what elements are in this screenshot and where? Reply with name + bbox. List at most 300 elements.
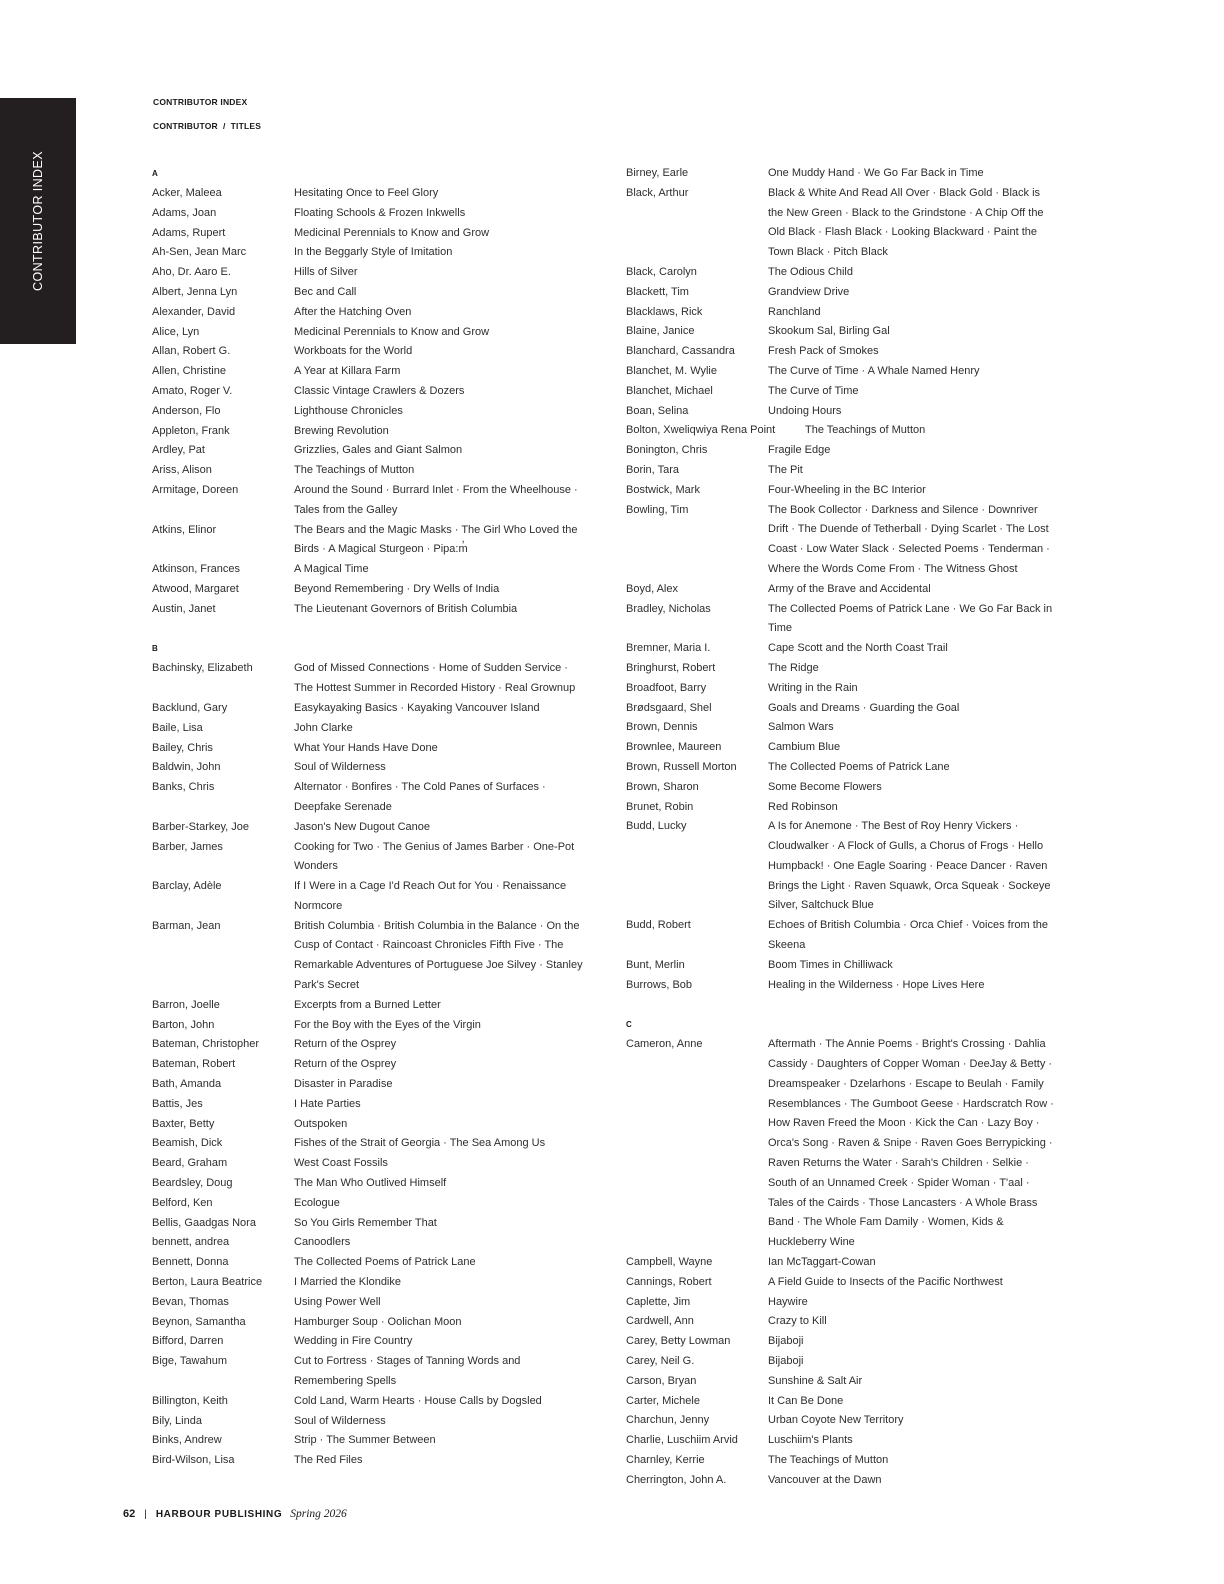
contributor-titles: Goals and Dreams · Guarding the Goal (768, 701, 960, 714)
contributor-entry (626, 164, 1066, 184)
contributor-titles: Using Power Well (294, 1295, 381, 1308)
contributor-name: Bolton, Xweliqwiya Rena Point (626, 424, 776, 437)
contributor-entry (626, 956, 1066, 976)
index-subtitle: CONTRIBUTOR / TITLES (153, 121, 262, 131)
contributor-entry (152, 699, 592, 719)
contributor-name: Brownlee, Maureen (626, 741, 722, 754)
contributor-name: Blaine, Janice (626, 325, 695, 338)
contributor-entry (152, 1055, 592, 1075)
contributor-entry (152, 303, 592, 323)
contributor-titles: Return of the Osprey (294, 1038, 397, 1051)
contributor-name: Blanchet, M. Wylie (626, 364, 717, 377)
contributor-titles: Soul of Wilderness (294, 761, 386, 774)
contributor-titles: Strip · The Summer Between (294, 1434, 436, 1447)
contributor-entry (152, 1313, 592, 1333)
contributor-name: Broadfoot, Barry (626, 681, 707, 694)
contributor-titles: Cold Land, Warm Hearts · House Calls by Dogsled (294, 1394, 542, 1407)
contributor-entry (626, 322, 1066, 342)
contributor-entry (152, 1095, 592, 1115)
contributor-titles: Four-Wheeling in the BC Interior (768, 483, 926, 496)
left-column (152, 164, 592, 1471)
contributor-titles: Ian McTaggart-Cowan (768, 1256, 876, 1269)
contributor-entry (626, 1431, 1066, 1451)
contributor-name: Atwood, Margaret (152, 582, 239, 595)
contributor-titles: Alternator · Bonfires · The Cold Panes of Surfaces · Deepfake Serenade (294, 781, 546, 813)
contributor-entry (626, 501, 1066, 580)
contributor-titles: Haywire (768, 1295, 808, 1308)
contributor-name: Bringhurst, Robert (626, 661, 716, 674)
contributor-titles: The Red Files (294, 1454, 363, 1467)
contributor-titles: God of Missed Connections · Home of Sudden Service · The Hottest Summer in Recorded History · Real Grownup (294, 662, 576, 695)
contributor-titles: I Married the Klondike (294, 1276, 401, 1289)
contributor-entry (626, 699, 1066, 719)
contributor-name: Adams, Rupert (152, 226, 226, 239)
contributor-entry (152, 1412, 592, 1432)
contributor-name: Anderson, Flo (152, 404, 221, 417)
contributor-entry (626, 1312, 1066, 1332)
contributor-entry (626, 1332, 1066, 1352)
contributor-titles: The Lieutenant Governors of British Columbia (294, 602, 518, 615)
contributor-titles: A Magical Time (294, 563, 369, 576)
contributor-name: Charlie, Luschiim Arvid (626, 1434, 738, 1447)
contributor-name: Campbell, Wayne (626, 1256, 713, 1269)
contributor-titles: Ecologue (294, 1196, 340, 1209)
contributor-entry (152, 877, 592, 917)
contributor-entry (626, 976, 1066, 996)
contributor-name: Bifford, Darren (152, 1335, 224, 1348)
contributor-entry (152, 1431, 592, 1451)
contributor-titles: The Book Collector · Darkness and Silence · Downriver Drift · The Duende of Tetherball · Dying Scarlet · The Lost Coast · Low Water Slack · Selected Poems · Tenderman · Where the Words Come From · The Witness Ghost (768, 503, 1050, 575)
contributor-titles: Brewing Revolution (294, 424, 389, 437)
contributor-name: Barton, John (152, 1018, 215, 1031)
contributor-entry (152, 204, 592, 224)
contributor-entry (626, 441, 1066, 461)
contributor-titles: Sunshine & Salt Air (768, 1374, 863, 1387)
contributor-name: Brown, Russell Morton (626, 760, 737, 773)
contributor-titles: The Bears and the Magic Masks · The Girl Who Loved the Birds · A Magical Sturgeon · Pipa:m̓ (294, 523, 578, 556)
contributor-titles: In the Beggarly Style of Imitation (294, 246, 453, 259)
contributor-name: Aho, Dr. Aaro E. (152, 266, 231, 279)
contributor-name: Atkins, Elinor (152, 523, 217, 536)
contributor-entry (152, 719, 592, 739)
contributor-name: Baxter, Betty (152, 1117, 215, 1130)
contributor-titles: Luschiim's Plants (768, 1434, 853, 1447)
contributor-name: Bradley, Nicholas (626, 602, 711, 615)
contributor-titles: Cape Scott and the North Coast Trail (768, 642, 948, 655)
contributor-name: Brown, Dennis (626, 721, 698, 734)
contributor-name: Bowling, Tim (626, 503, 689, 516)
contributor-name: Cherrington, John A. (626, 1473, 727, 1486)
contributor-entry (626, 817, 1066, 916)
contributor-name: Berton, Laura Beatrice (152, 1276, 263, 1289)
contributor-titles: Ranchland (768, 305, 821, 318)
contributor-titles: Hills of Silver (294, 266, 358, 279)
contributor-entry (152, 1233, 592, 1253)
contributor-titles: Fishes of the Strait of Georgia · The Sea Among Us (294, 1137, 546, 1150)
contributor-titles: The Curve of Time (768, 384, 859, 397)
contributor-entry (626, 461, 1066, 481)
contributor-entry (152, 243, 592, 263)
contributor-name: Boan, Selina (626, 404, 689, 417)
contributor-entry (152, 778, 592, 818)
contributor-name: Charnley, Kerrie (626, 1454, 705, 1466)
contributor-titles: Hesitating Once to Feel Glory (294, 187, 439, 199)
contributor-name: Bachinsky, Elizabeth (152, 662, 253, 675)
contributor-entry (152, 1451, 592, 1471)
contributor-name: Borin, Tara (626, 463, 679, 476)
contributor-entry (152, 838, 592, 878)
contributor-entry (152, 283, 592, 303)
contributor-titles: Bijaboji (768, 1355, 804, 1368)
contributor-name: Allan, Robert G. (152, 345, 231, 358)
contributor-entry (152, 184, 592, 204)
contributor-titles: Cooking for Two · The Genius of James Barber · One-Pot Wonders (294, 840, 575, 873)
contributor-entry (152, 1174, 592, 1194)
index-title: CONTRIBUTOR INDEX (153, 97, 248, 107)
contributor-entry (626, 778, 1066, 798)
contributor-entry (626, 659, 1066, 679)
contributor-titles: British Columbia · British Columbia in the Balance · On the Cusp of Contact · Raincoast Chronicles Fifth Five · The Remarkable Adventures of Portuguese Joe Silvey · Stanley Park's Secret (294, 919, 583, 992)
contributor-name: Beardsley, Doug (152, 1177, 233, 1190)
catalog-season: Spring 2026 (290, 1508, 347, 1520)
contributor-entry (152, 1352, 592, 1392)
contributor-name: Blacklaws, Rick (626, 305, 703, 318)
contributor-entry (626, 1411, 1066, 1431)
contributor-entry (152, 560, 592, 580)
contributor-entry (626, 402, 1066, 422)
index-header (153, 96, 261, 144)
contributor-name: Baile, Lisa (152, 721, 203, 734)
contributor-titles: Return of the Osprey (294, 1058, 397, 1071)
contributor-titles: Canoodlers (294, 1236, 351, 1249)
contributor-titles: So You Girls Remember That (294, 1216, 437, 1229)
contributor-entry (626, 1253, 1066, 1273)
contributor-titles: Boom Times in Chilliwack (768, 958, 893, 971)
contributor-entry (626, 1451, 1066, 1471)
contributor-titles: Jason's New Dugout Canoe (294, 820, 431, 833)
contributor-name: Billington, Keith (152, 1394, 228, 1407)
contributor-name: Bunt, Merlin (626, 958, 685, 971)
contributor-titles: Crazy to Kill (768, 1315, 827, 1328)
contributor-titles: The Teachings of Mutton (768, 1454, 889, 1466)
contributor-entry (152, 342, 592, 362)
section-gap (152, 620, 592, 640)
contributor-entry (152, 1392, 592, 1412)
contributor-titles: If I Were in a Cage I'd Reach Out for You · Renaissance Normcore (294, 880, 567, 912)
contributor-name: Banks, Chris (152, 781, 215, 794)
contributor-titles: The Curve of Time · A Whale Named Henry (768, 364, 980, 377)
contributor-entry (152, 402, 592, 422)
contributor-titles: Outspoken (294, 1117, 348, 1130)
contributor-titles: Floating Schools & Frozen Inkwells (294, 206, 466, 219)
contributor-name: Beynon, Samantha (152, 1315, 246, 1328)
contributor-titles: Bijaboji (768, 1335, 804, 1348)
contributor-titles: Black & White And Read All Over · Black Gold · Black is the New Green · Black to the Grindstone · A Chip Off the Old Black · Flash Black · Looking Blackward · Paint the Town Black · Pitch Black (768, 186, 1044, 259)
contributor-entry (152, 580, 592, 600)
contributor-name: Beard, Graham (152, 1157, 228, 1170)
contributor-titles: The Teachings of Mutton (805, 424, 926, 437)
contributor-entry (152, 1154, 592, 1174)
contributor-name: Austin, Janet (152, 602, 216, 615)
contributor-titles: Wedding in Fire Country (294, 1335, 413, 1348)
contributor-entry (626, 718, 1066, 738)
contributor-entry (152, 917, 592, 996)
contributor-name: Bellis, Gaadgas Nora (152, 1216, 256, 1229)
contributor-entry (152, 1035, 592, 1055)
contributor-name: Cameron, Anne (626, 1038, 703, 1051)
contributor-name: Bige, Tawahum (152, 1355, 228, 1368)
contributor-entry (152, 1273, 592, 1293)
contributor-name: Brødsgaard, Shel (626, 701, 712, 714)
contributor-entry (152, 1253, 592, 1273)
contributor-titles: The Teachings of Mutton (294, 464, 415, 477)
contributor-entry (626, 639, 1066, 659)
contributor-name: Bateman, Robert (152, 1058, 236, 1071)
contributor-name: Charchun, Jenny (626, 1414, 710, 1427)
contributor-titles: Soul of Wilderness (294, 1414, 386, 1427)
contributor-titles: Medicinal Perennials to Know and Grow (294, 325, 490, 338)
contributor-entry (626, 303, 1066, 323)
contributor-name: bennett, andrea (152, 1236, 230, 1249)
contributor-name: Alice, Lyn (152, 325, 200, 338)
contributor-entry (626, 738, 1066, 758)
contributor-titles: Excerpts from a Burned Letter (294, 998, 441, 1011)
publisher-name: HARBOUR PUBLISHING (155, 1509, 283, 1520)
contributor-titles: After the Hatching Oven (294, 305, 412, 318)
contributor-titles: Cut to Fortress · Stages of Tanning Words and Remembering Spells (294, 1355, 521, 1388)
contributor-titles: Medicinal Perennials to Know and Grow (294, 226, 490, 239)
contributor-entry (152, 739, 592, 759)
contributor-entry (152, 1115, 592, 1135)
contributor-entry (626, 1293, 1066, 1313)
section-letter: C (626, 1020, 632, 1030)
contributor-name: Bily, Linda (152, 1414, 202, 1427)
contributor-titles: A Is for Anemone · The Best of Roy Henry Vickers · Cloudwalker · A Flock of Gulls, a Chorus of Frogs · Hello Humpback! · One Eagle Soaring · Peace Dancer · Raven Brings the Light · Raven Squawk, Orca Squeak · Sockeye Silver, Saltchuck Blue (768, 820, 1051, 912)
contributor-name: Backlund, Gary (152, 701, 228, 714)
contributor-name: Bird-Wilson, Lisa (152, 1454, 235, 1467)
contributor-titles: Undoing Hours (768, 404, 842, 417)
contributor-name: Belford, Ken (152, 1196, 213, 1209)
contributor-entry (152, 481, 592, 521)
contributor-entry (626, 263, 1066, 283)
contributor-name: Caplette, Jim (626, 1295, 691, 1308)
contributor-entry (152, 1194, 592, 1214)
contributor-entry (152, 1075, 592, 1095)
section-letter: B (152, 644, 158, 654)
contributor-entry (626, 184, 1066, 263)
contributor-name: Appleton, Frank (152, 424, 230, 437)
contributor-name: Allen, Christine (152, 365, 226, 378)
contributor-entry (626, 916, 1066, 956)
contributor-name: Boyd, Alex (626, 582, 678, 595)
contributor-titles: I Hate Parties (294, 1097, 361, 1110)
contributor-titles: Cambium Blue (768, 741, 841, 754)
contributor-name: Beamish, Dick (152, 1137, 223, 1150)
contributor-entry (626, 283, 1066, 303)
contributor-entry (626, 1372, 1066, 1392)
contributor-entry (152, 323, 592, 343)
contributor-index-side-tab (0, 98, 76, 344)
contributor-entry (152, 382, 592, 402)
contributor-entry (152, 263, 592, 283)
contributor-entry (626, 1471, 1066, 1491)
contributor-name: Carey, Neil G. (626, 1355, 695, 1368)
contributor-titles: The Man Who Outlived Himself (294, 1177, 447, 1190)
contributor-name: Barclay, Adèle (152, 880, 222, 893)
contributor-titles: Salmon Wars (768, 721, 834, 734)
contributor-entry (152, 521, 592, 561)
contributor-titles: The Pit (768, 463, 803, 476)
contributor-titles: Lighthouse Chronicles (294, 404, 403, 417)
contributor-titles: A Year at Killara Farm (294, 365, 401, 378)
contributor-titles: It Can Be Done (768, 1394, 844, 1407)
contributor-titles: Grandview Drive (768, 285, 850, 298)
contributor-entry (626, 1392, 1066, 1412)
contributor-name: Blanchet, Michael (626, 384, 713, 397)
contributor-entry (152, 1214, 592, 1234)
contributor-name: Brunet, Robin (626, 800, 694, 813)
contributor-entry (152, 1293, 592, 1313)
contributor-titles: Vancouver at the Dawn (768, 1473, 882, 1486)
contributor-entry (626, 679, 1066, 699)
side-tab-label: CONTRIBUTOR INDEX (31, 151, 45, 291)
contributor-name: Adams, Joan (152, 206, 217, 219)
contributor-entry (626, 382, 1066, 402)
contributor-entry (152, 818, 592, 838)
contributor-titles: Fragile Edge (768, 444, 831, 457)
contributor-name: Battis, Jes (152, 1097, 203, 1110)
contributor-titles: Urban Coyote New Territory (768, 1414, 904, 1427)
contributor-titles: Around the Sound · Burrard Inlet · From the Wheelhouse · Tales from the Galley (294, 483, 578, 516)
contributor-name: Bonington, Chris (626, 444, 708, 457)
contributor-entry (152, 461, 592, 481)
contributor-name: Bateman, Christopher (152, 1038, 259, 1051)
contributor-entry (152, 422, 592, 442)
contributor-titles: West Coast Fossils (294, 1157, 388, 1170)
contributor-name: Barber, James (152, 840, 223, 853)
contributor-titles: Easykayaking Basics · Kayaking Vancouver Island (294, 701, 540, 714)
contributor-entry (626, 1035, 1066, 1253)
contributor-name: Bremner, Maria I. (626, 642, 711, 655)
contributor-entry (152, 758, 592, 778)
contributor-name: Budd, Lucky (626, 820, 687, 833)
contributor-name: Bailey, Chris (152, 741, 213, 754)
contributor-entry (626, 600, 1066, 640)
contributor-titles: John Clarke (294, 721, 353, 734)
contributor-entry (626, 421, 1066, 441)
contributor-name: Black, Arthur (626, 186, 689, 199)
section-gap (626, 995, 1066, 1015)
contributor-entry (626, 362, 1066, 382)
contributor-name: Amato, Roger V. (152, 384, 233, 397)
contributor-name: Birney, Earle (626, 167, 689, 179)
contributor-name: Barron, Joelle (152, 998, 220, 1011)
contributor-titles: For the Boy with the Eyes of the Virgin (294, 1018, 481, 1031)
contributor-name: Atkinson, Frances (152, 563, 241, 576)
contributor-titles: Bec and Call (294, 285, 357, 298)
contributor-titles: Healing in the Wilderness · Hope Lives Here (768, 978, 985, 991)
contributor-name: Ariss, Alison (152, 464, 212, 477)
contributor-entry (152, 441, 592, 461)
contributor-titles: The Odious Child (768, 265, 853, 278)
contributor-name: Brown, Sharon (626, 780, 699, 793)
footer-separator: | (144, 1509, 147, 1520)
contributor-titles: Skookum Sal, Birling Gal (768, 325, 890, 338)
contributor-titles: Workboats for the World (294, 345, 413, 358)
contributor-name: Burrows, Bob (626, 978, 693, 991)
contributor-titles: Beyond Remembering · Dry Wells of India (294, 582, 500, 595)
page-footer (123, 1508, 347, 1520)
contributor-titles: The Collected Poems of Patrick Lane (768, 760, 950, 773)
contributor-entry (626, 1352, 1066, 1372)
contributor-name: Ardley, Pat (152, 444, 205, 457)
contributor-entry (152, 362, 592, 382)
contributor-entry (626, 580, 1066, 600)
contributor-titles: Writing in the Rain (768, 681, 858, 694)
contributor-name: Cannings, Robert (626, 1275, 712, 1288)
contributor-titles: Army of the Brave and Accidental (768, 582, 931, 595)
contributor-titles: A Field Guide to Insects of the Pacific Northwest (768, 1275, 1003, 1288)
contributor-titles: Hamburger Soup · Oolichan Moon (294, 1315, 462, 1328)
contributor-name: Carson, Bryan (626, 1374, 697, 1387)
contributor-name: Carter, Michele (626, 1394, 700, 1407)
contributor-titles: What Your Hands Have Done (294, 741, 438, 754)
contributor-entry (152, 659, 592, 699)
contributor-name: Barman, Jean (152, 919, 221, 932)
contributor-entry (152, 1332, 592, 1352)
contributor-entry (152, 1016, 592, 1036)
contributor-name: Bostwick, Mark (626, 483, 700, 496)
contributor-name: Bevan, Thomas (152, 1295, 229, 1308)
contributor-titles: The Ridge (768, 661, 819, 674)
contributor-name: Bennett, Donna (152, 1256, 229, 1269)
contributor-entry (626, 342, 1066, 362)
contributor-entry (152, 1134, 592, 1154)
contributor-entry (626, 758, 1066, 778)
contributor-titles: The Collected Poems of Patrick Lane · We Go Far Back in Time (768, 602, 1053, 635)
contributor-entry (626, 481, 1066, 501)
contributor-name: Blackett, Tim (626, 285, 689, 298)
contributor-entry (626, 798, 1066, 818)
contributor-titles: Classic Vintage Crawlers & Dozers (294, 384, 465, 397)
contributor-name: Barber-Starkey, Joe (152, 820, 250, 833)
contributor-name: Black, Carolyn (626, 265, 697, 278)
section-letter: A (152, 169, 158, 178)
contributor-name: Armitage, Doreen (152, 483, 239, 496)
contributor-titles: Some Become Flowers (768, 780, 882, 793)
contributor-titles: One Muddy Hand · We Go Far Back in Time (768, 167, 984, 179)
contributor-titles: Fresh Pack of Smokes (768, 345, 879, 358)
contributor-name: Ah-Sen, Jean Marc (152, 246, 247, 259)
contributor-entry (152, 996, 592, 1016)
contributor-name: Binks, Andrew (152, 1434, 222, 1447)
contributor-titles: The Collected Poems of Patrick Lane (294, 1256, 476, 1269)
contributor-entry (152, 224, 592, 244)
contributor-entry (626, 1273, 1066, 1293)
contributor-name: Budd, Robert (626, 919, 691, 932)
contributor-titles: Red Robinson (768, 800, 838, 813)
contributor-name: Alexander, David (152, 305, 236, 318)
contributor-name: Blanchard, Cassandra (626, 345, 735, 358)
contributor-name: Albert, Jenna Lyn (152, 285, 238, 298)
contributor-titles: Grizzlies, Gales and Giant Salmon (294, 444, 463, 457)
contributor-name: Baldwin, John (152, 761, 221, 774)
contributor-name: Carey, Betty Lowman (626, 1335, 731, 1348)
contributor-entry (152, 600, 592, 620)
contributor-titles: Disaster in Paradise (294, 1078, 393, 1091)
page-number: 62 (123, 1508, 136, 1520)
contributor-titles: Echoes of British Columbia · Orca Chief · Voices from the Skeena (768, 919, 1048, 952)
